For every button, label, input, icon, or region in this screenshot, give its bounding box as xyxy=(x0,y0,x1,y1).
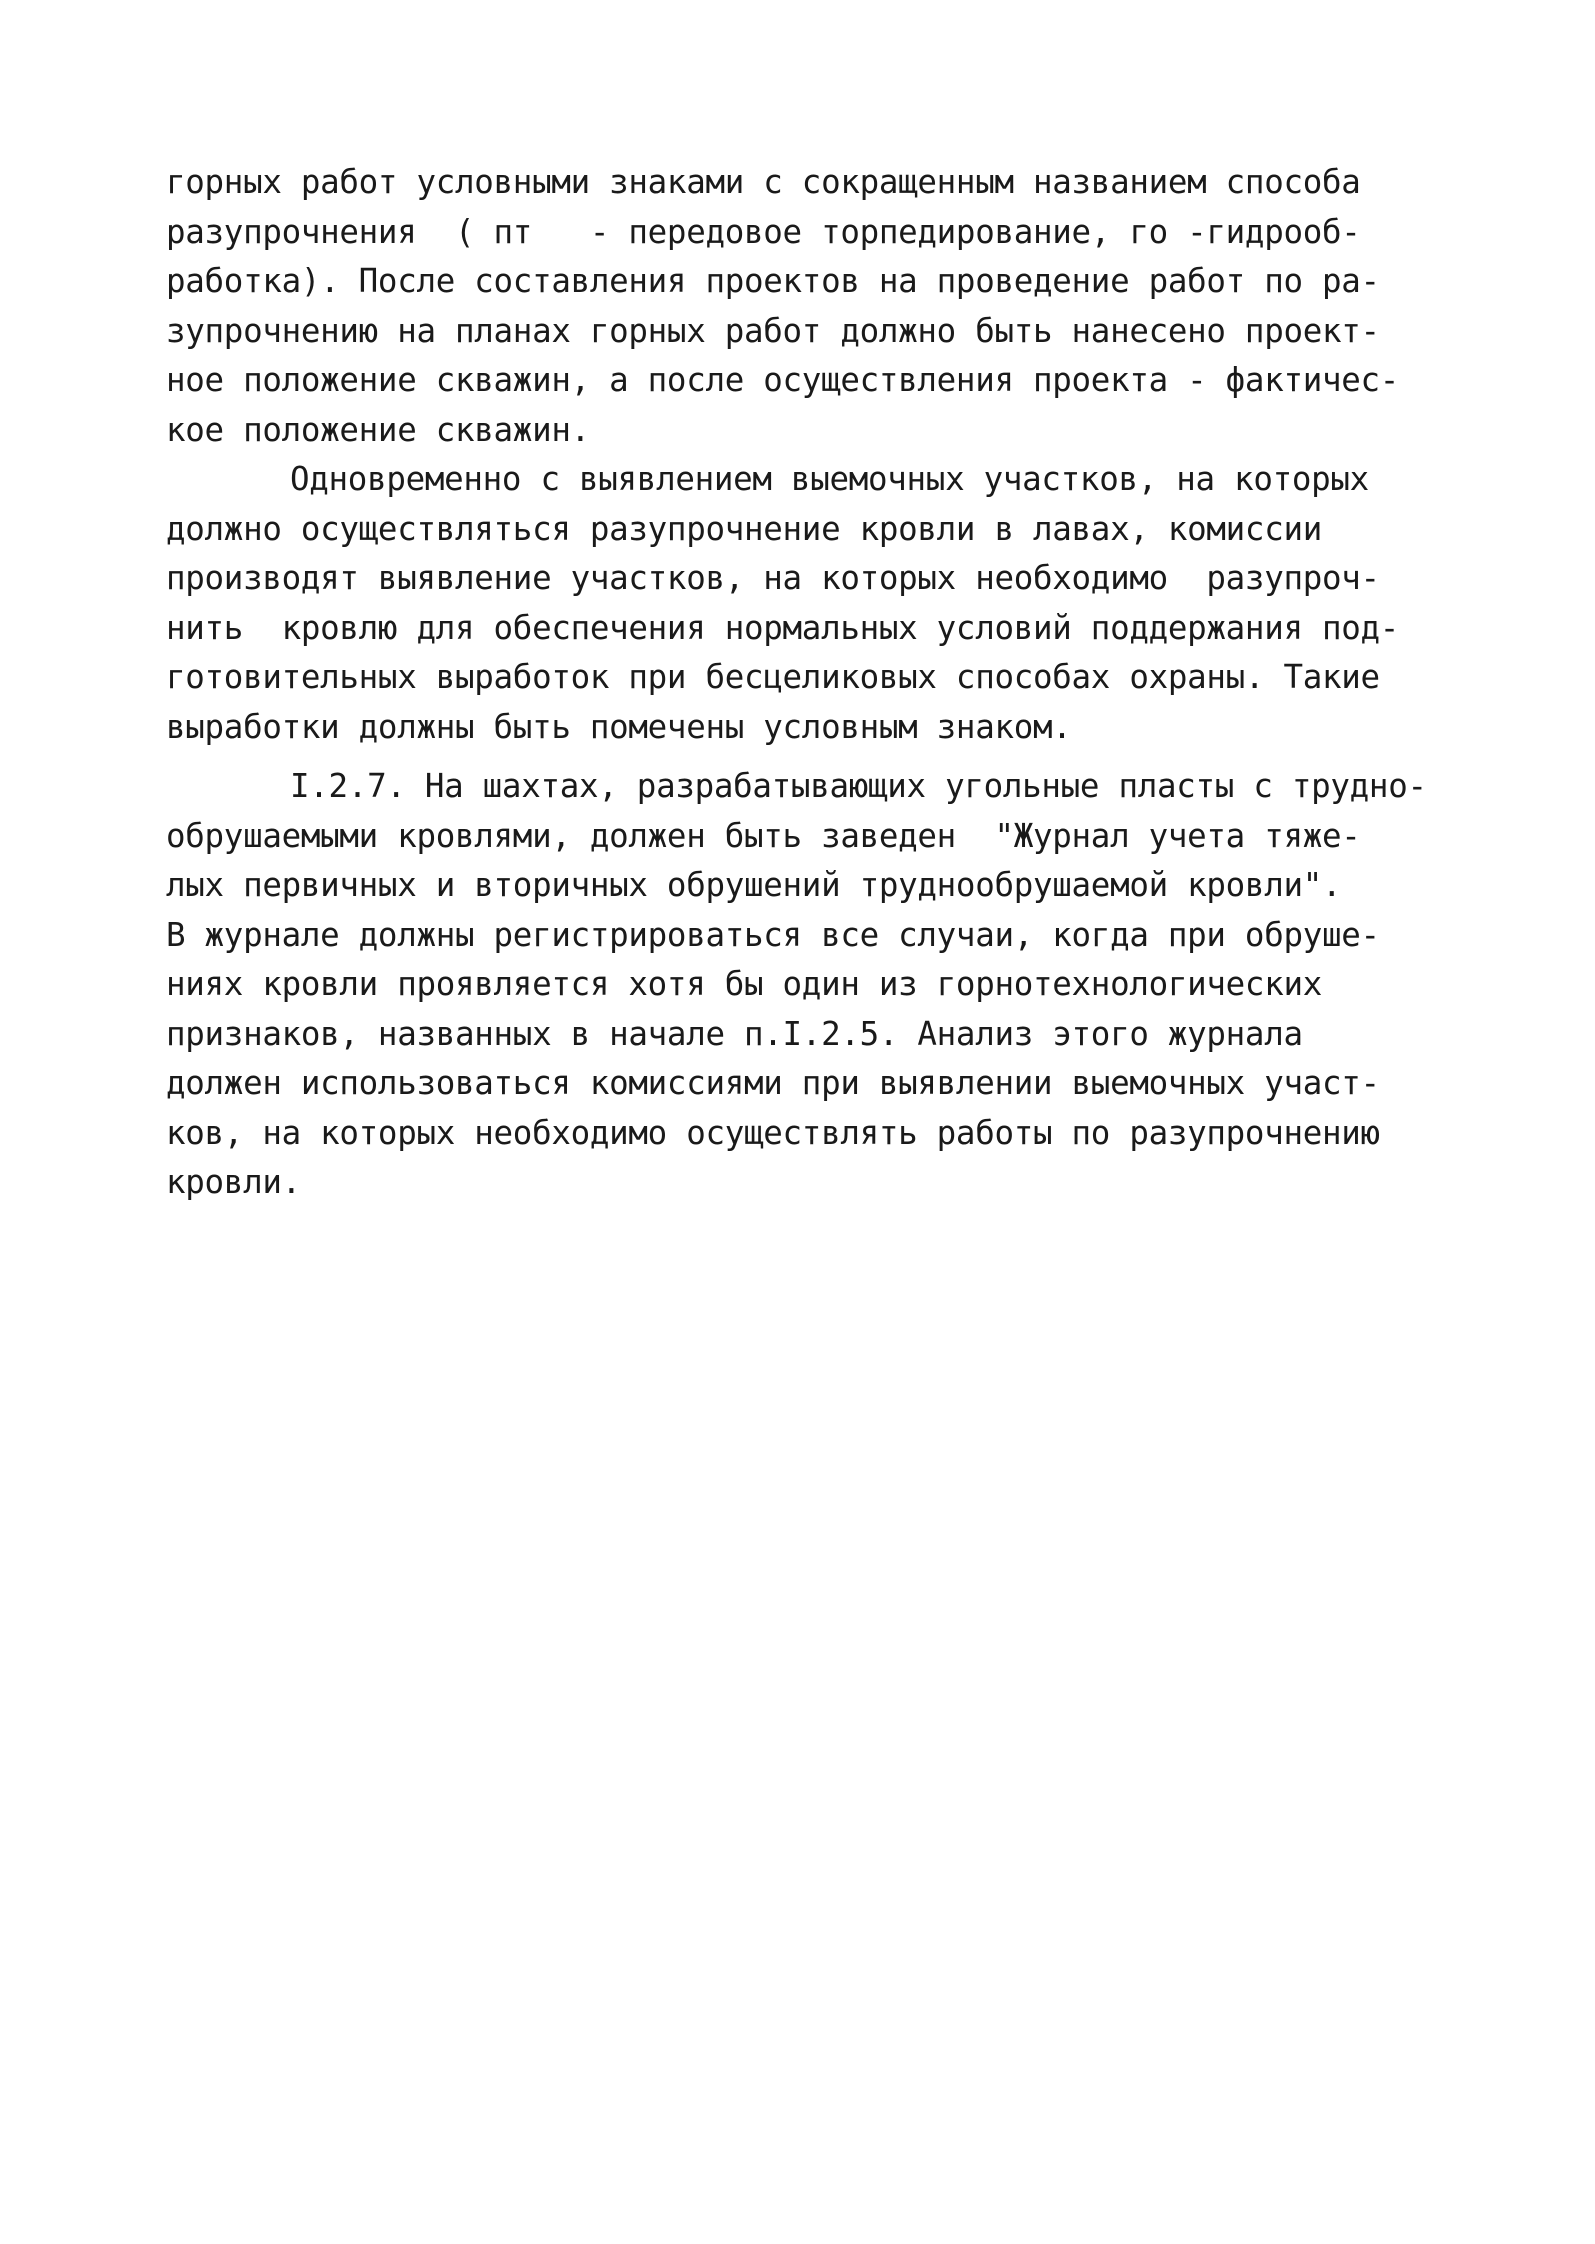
text-line: производят выявление участков, на которых необходимо разупроч- xyxy=(166,559,1380,597)
text-line: кое положение скважин. xyxy=(166,410,590,449)
text-line: Одновременно с выявлением выемочных участков, на которых xyxy=(290,460,1369,498)
text-line: ков, на которых необходимо осуществлять работы по разупрочнению xyxy=(166,1113,1380,1152)
text-line: нить кровлю для обеспечения нормальных условий поддержания под- xyxy=(166,608,1400,647)
text-line: ное положение скважин, а после осуществления проекта - фактичес- xyxy=(166,361,1400,399)
text-line: кровли. xyxy=(166,1163,301,1201)
paragraph-2 xyxy=(166,455,1466,752)
text-line: зупрочнению на планах горных работ должно быть нанесено проект- xyxy=(166,311,1380,350)
text-line: должно осуществляться разупрочнение кровли в лавах, комиссии xyxy=(166,509,1322,548)
text-line: ниях кровли проявляется хотя бы один из горнотехнологических xyxy=(166,965,1322,1003)
paragraph-gap xyxy=(166,752,1466,762)
text-line: обрушаемыми кровлями, должен быть заведен "Журнал учета тяже- xyxy=(166,816,1361,855)
text-line: лых первичных и вторичных обрушений труднообрушаемой кровли". xyxy=(166,866,1342,904)
paragraph-3 xyxy=(166,762,1466,1208)
paragraph-1 xyxy=(166,158,1466,455)
text-line: работка). После составления проектов на проведение работ по ра- xyxy=(166,262,1380,300)
document-body xyxy=(166,158,1466,1208)
text-line: горных работ условными знаками с сокращенным названием способа xyxy=(166,163,1361,201)
text-line: готовительных выработок при бесцеликовых способах охраны. Такие xyxy=(166,658,1380,696)
text-line: признаков, названных в начале п.I.2.5. Анализ этого журнала xyxy=(166,1014,1303,1053)
text-line: В журнале должны регистрироваться все случаи, когда при обруше- xyxy=(166,915,1380,954)
text-line: I.2.7. На шахтах, разрабатывающих угольные пласты с трудно- xyxy=(290,767,1427,805)
text-line: должен использоваться комиссиями при выявлении выемочных участ- xyxy=(166,1064,1380,1102)
text-line: разупрочнения ( пт - передовое торпедирование, го -гидрооб- xyxy=(166,212,1361,251)
text-line: выработки должны быть помечены условным знаком. xyxy=(166,707,1072,746)
